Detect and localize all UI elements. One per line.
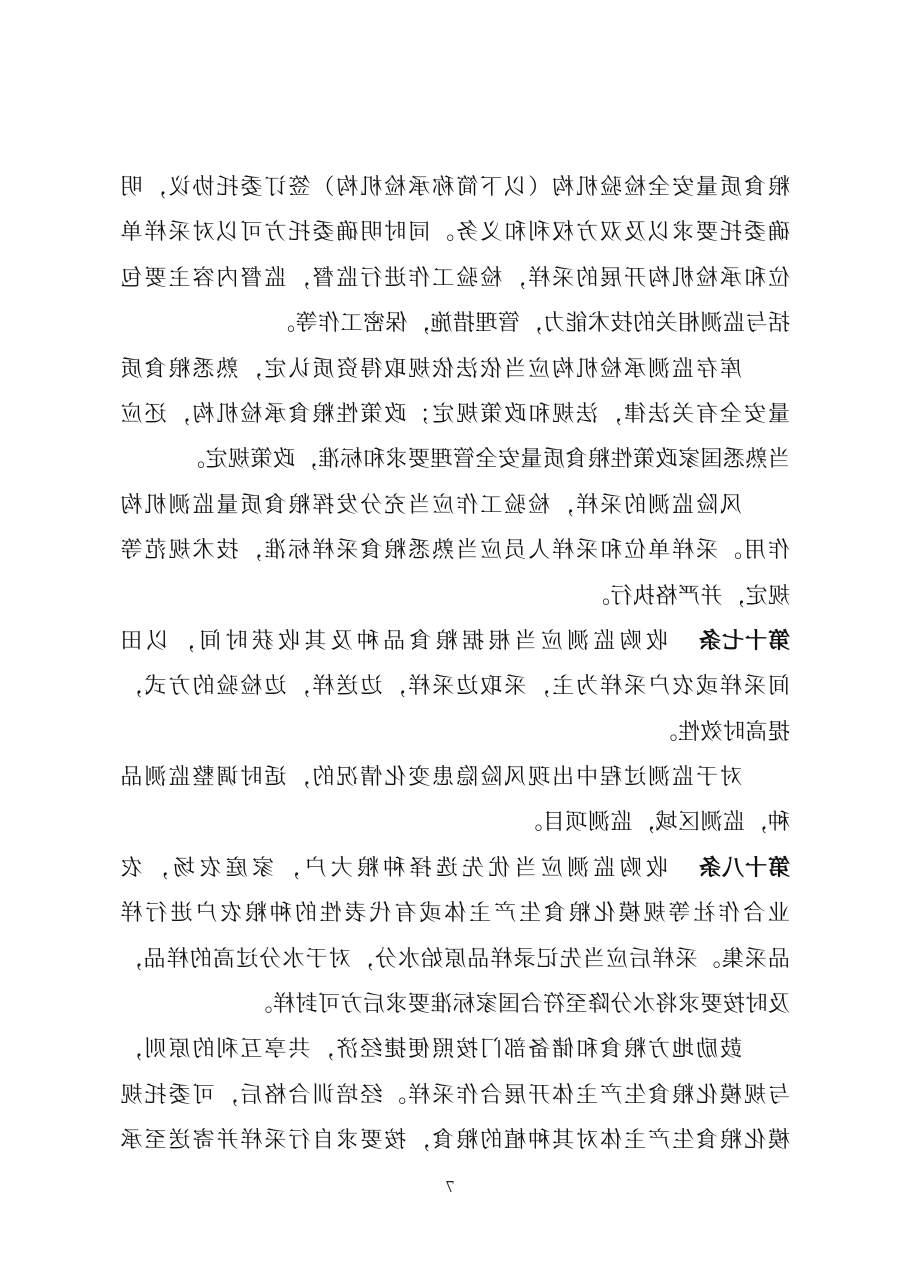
text-line: 粮食质量安全检验机构（以下简称承检机构）签订委托协议，明 xyxy=(120,175,790,200)
text-line: 与规模化粮食生产主体开展合作采样。经培训合格后，可委托规 xyxy=(120,1082,790,1108)
text-line: 作用。采样单位和采样人员应当熟悉粮食采样标准，技术规范等 xyxy=(120,538,790,564)
paragraph xyxy=(120,1027,790,1163)
text-line: 品采集。采样后应当先记录样品原始水分，对于水分过高的样品， xyxy=(120,946,790,972)
text-line: 收购监测应当根据粮食品种及其收获时间，以田 xyxy=(120,628,668,654)
text-line: 库存监测承检机构应当依法依规取得资质认定，熟悉粮食质 xyxy=(120,356,742,382)
text-line: 种，监测区域，监测项目。 xyxy=(519,810,790,836)
article-first-line xyxy=(120,846,790,891)
text-line: 规定，并严格执行。 xyxy=(587,583,790,609)
article-number: 第十七条 xyxy=(697,628,790,654)
body-text xyxy=(120,165,790,1164)
text-line: 间采样或农户采样为主，采取边采样，边送样，边检验的方式， xyxy=(120,674,790,700)
text-line: 提高时效性。 xyxy=(654,719,790,745)
text-line: 风险监测的采样，检验工作应当充分发挥粮食质量监测机构 xyxy=(120,492,742,518)
text-line: 鼓励地方粮食和储备部门按照便捷经济，共享互利的原则， xyxy=(120,1037,742,1063)
text-line: 模化粮食生产主体对其种植的粮食，按要求自行采样并寄送至承 xyxy=(120,1128,790,1154)
article-paragraph xyxy=(120,846,790,1028)
text-line: 收购监测应当优先选择种粮大户，家庭农场，农 xyxy=(120,855,668,881)
text-line: 位和承检机构开展的采样，检验工作进行监督，监督内容主要包 xyxy=(120,265,790,291)
text-line: 及时按要求将水分降至符合国家标准要求后方可封样。 xyxy=(249,992,790,1018)
article-paragraph xyxy=(120,619,790,755)
text-line: 确委托要求以及双方权利和义务。同时明确委托方可以对采样单 xyxy=(120,220,790,246)
paragraph xyxy=(120,347,790,483)
text-line: 业合作社等规模化粮食生产主体或有代表性的种粮农户进行样 xyxy=(120,901,790,927)
page-number: 7 xyxy=(445,1178,455,1196)
article-number: 第十八条 xyxy=(697,855,790,881)
paragraph xyxy=(120,755,790,846)
text-line: 括与监测相关的技术能力，管理措施，保密工作等。 xyxy=(272,311,790,337)
paragraph xyxy=(120,483,790,619)
text-line: 当熟悉国家政策性粮食质量安全管理要求和标准，政策规定。 xyxy=(182,447,790,473)
article-first-line xyxy=(120,619,790,664)
paragraph xyxy=(120,165,790,347)
text-line: 对于监测过程中出现风险隐患变化情况的，适时调整监测品 xyxy=(120,765,742,791)
text-line: 量安全有关法律，法规和政策规定；政策性粮食承检机构，还应 xyxy=(120,401,790,427)
